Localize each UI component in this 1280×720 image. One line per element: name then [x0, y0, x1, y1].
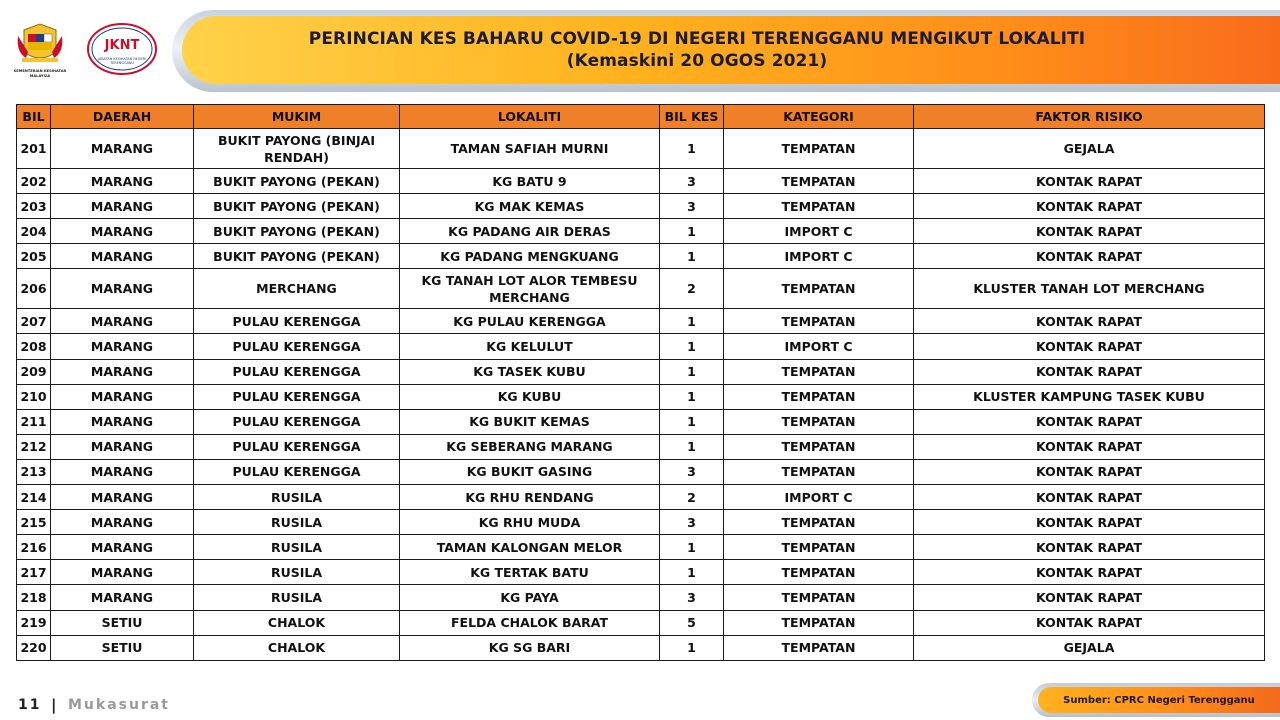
table-row — [17, 269, 1265, 309]
cell-kategori: TEMPATAN — [724, 510, 914, 535]
table-row — [17, 169, 1265, 194]
cell-mukim: BUKIT PAYONG (PEKAN) — [194, 194, 400, 219]
cell-bil-kes: 1 — [660, 635, 724, 660]
cell-lokaliti: KG PAYA — [400, 585, 660, 610]
cell-faktor-risiko: KONTAK RAPAT — [914, 560, 1265, 585]
column-header-bil: BIL — [17, 105, 51, 129]
table-row — [17, 359, 1265, 384]
cell-bil: 201 — [17, 129, 51, 169]
table-row — [17, 409, 1265, 434]
cell-bil: 215 — [17, 510, 51, 535]
cell-bil-kes: 3 — [660, 169, 724, 194]
cell-bil-kes: 3 — [660, 459, 724, 484]
column-header-lokaliti: LOKALITI — [400, 105, 660, 129]
cell-mukim: BUKIT PAYONG (PEKAN) — [194, 244, 400, 269]
cell-daerah: MARANG — [51, 384, 194, 409]
cell-daerah: MARANG — [51, 309, 194, 334]
cell-faktor-risiko: KONTAK RAPAT — [914, 334, 1265, 359]
cell-daerah: MARANG — [51, 485, 194, 510]
cell-kategori: TEMPATAN — [724, 194, 914, 219]
page-title: PERINCIAN KES BAHARU COVID-19 DI NEGERI TERENGGANU MENGIKUT LOKALITI — [308, 29, 1086, 49]
cell-daerah: MARANG — [51, 244, 194, 269]
cell-bil-kes: 3 — [660, 585, 724, 610]
cell-faktor-risiko: KONTAK RAPAT — [914, 585, 1265, 610]
jknt-logo — [86, 22, 158, 76]
cell-kategori: TEMPATAN — [724, 309, 914, 334]
table-header-row — [17, 105, 1265, 129]
cell-kategori: TEMPATAN — [724, 585, 914, 610]
cell-daerah: MARANG — [51, 535, 194, 560]
cell-faktor-risiko: KONTAK RAPAT — [914, 459, 1265, 484]
cell-bil: 213 — [17, 459, 51, 484]
cell-lokaliti: KG PULAU KERENGGA — [400, 309, 660, 334]
cell-bil-kes: 2 — [660, 269, 724, 309]
cell-bil-kes: 1 — [660, 244, 724, 269]
cell-faktor-risiko: KLUSTER KAMPUNG TASEK KUBU — [914, 384, 1265, 409]
page-number: 11 — [18, 697, 42, 713]
cell-mukim: RUSILA — [194, 485, 400, 510]
cell-faktor-risiko: KONTAK RAPAT — [914, 169, 1265, 194]
cell-bil-kes: 1 — [660, 129, 724, 169]
cell-bil-kes: 1 — [660, 384, 724, 409]
cell-faktor-risiko: KONTAK RAPAT — [914, 510, 1265, 535]
cell-kategori: TEMPATAN — [724, 434, 914, 459]
table-row — [17, 244, 1265, 269]
cell-daerah: MARANG — [51, 269, 194, 309]
cell-lokaliti: KG TASEK KUBU — [400, 359, 660, 384]
cell-bil: 218 — [17, 585, 51, 610]
cell-daerah: SETIU — [51, 635, 194, 660]
cell-bil: 210 — [17, 384, 51, 409]
cell-kategori: TEMPATAN — [724, 384, 914, 409]
cell-bil: 202 — [17, 169, 51, 194]
cell-bil: 216 — [17, 535, 51, 560]
cell-kategori: IMPORT C — [724, 244, 914, 269]
cell-mukim: RUSILA — [194, 510, 400, 535]
cell-faktor-risiko: GEJALA — [914, 635, 1265, 660]
cell-mukim: PULAU KERENGGA — [194, 309, 400, 334]
table-row — [17, 219, 1265, 244]
cell-lokaliti: KG BUKIT KEMAS — [400, 409, 660, 434]
svg-text:JABATAN KESIHATAN NEGERI: JABATAN KESIHATAN NEGERI — [97, 57, 147, 61]
cell-bil-kes: 1 — [660, 434, 724, 459]
cell-bil-kes: 1 — [660, 359, 724, 384]
cell-faktor-risiko: KONTAK RAPAT — [914, 309, 1265, 334]
cell-bil-kes: 1 — [660, 560, 724, 585]
cell-daerah: SETIU — [51, 610, 194, 635]
cell-bil-kes: 1 — [660, 535, 724, 560]
cell-daerah: MARANG — [51, 334, 194, 359]
cell-mukim: PULAU KERENGGA — [194, 359, 400, 384]
cell-kategori: TEMPATAN — [724, 409, 914, 434]
cell-mukim: BUKIT PAYONG (BINJAI RENDAH) — [194, 129, 400, 169]
cell-kategori: IMPORT C — [724, 485, 914, 510]
cell-lokaliti: KG RHU MUDA — [400, 510, 660, 535]
kkm-logo — [14, 22, 66, 84]
cell-mukim: PULAU KERENGGA — [194, 459, 400, 484]
cell-daerah: MARANG — [51, 219, 194, 244]
cell-bil-kes: 3 — [660, 194, 724, 219]
cell-bil: 214 — [17, 485, 51, 510]
svg-text:TERENGGANU: TERENGGANU — [110, 61, 134, 65]
cell-bil-kes: 1 — [660, 409, 724, 434]
cell-lokaliti: KG KUBU — [400, 384, 660, 409]
cell-lokaliti: KG RHU RENDANG — [400, 485, 660, 510]
table-row — [17, 485, 1265, 510]
cell-daerah: MARANG — [51, 434, 194, 459]
cell-bil-kes: 1 — [660, 219, 724, 244]
table-row — [17, 194, 1265, 219]
cell-kategori: TEMPATAN — [724, 359, 914, 384]
table-row — [17, 585, 1265, 610]
cell-mukim: PULAU KERENGGA — [194, 409, 400, 434]
svg-text:MALAYSIA: MALAYSIA — [29, 74, 51, 78]
cell-mukim: CHALOK — [194, 635, 400, 660]
cell-bil: 204 — [17, 219, 51, 244]
cell-daerah: MARANG — [51, 585, 194, 610]
table-row — [17, 434, 1265, 459]
cell-faktor-risiko: KONTAK RAPAT — [914, 434, 1265, 459]
table-row — [17, 334, 1265, 359]
cell-bil: 208 — [17, 334, 51, 359]
table-row — [17, 535, 1265, 560]
table-row — [17, 635, 1265, 660]
table-row — [17, 384, 1265, 409]
cell-lokaliti: KG MAK KEMAS — [400, 194, 660, 219]
cell-bil: 206 — [17, 269, 51, 309]
cell-kategori: TEMPATAN — [724, 269, 914, 309]
cell-kategori: TEMPATAN — [724, 610, 914, 635]
cell-daerah: MARANG — [51, 459, 194, 484]
cell-daerah: MARANG — [51, 510, 194, 535]
cell-faktor-risiko: KONTAK RAPAT — [914, 485, 1265, 510]
cell-faktor-risiko: KONTAK RAPAT — [914, 409, 1265, 434]
cell-bil-kes: 1 — [660, 309, 724, 334]
column-header-daerah: DAERAH — [51, 105, 194, 129]
cell-kategori: TEMPATAN — [724, 129, 914, 169]
cell-faktor-risiko: KONTAK RAPAT — [914, 535, 1265, 560]
cases-table — [16, 104, 1265, 661]
table-row — [17, 459, 1265, 484]
cell-mukim: RUSILA — [194, 560, 400, 585]
cell-lokaliti: KG KELULUT — [400, 334, 660, 359]
cell-faktor-risiko: KONTAK RAPAT — [914, 194, 1265, 219]
table-row — [17, 610, 1265, 635]
cell-bil-kes: 5 — [660, 610, 724, 635]
page-separator: | — [51, 696, 57, 714]
cell-lokaliti: KG TERTAK BATU — [400, 560, 660, 585]
cell-bil: 203 — [17, 194, 51, 219]
cell-daerah: MARANG — [51, 129, 194, 169]
cell-kategori: TEMPATAN — [724, 459, 914, 484]
cell-faktor-risiko: KONTAK RAPAT — [914, 359, 1265, 384]
table-row — [17, 309, 1265, 334]
table-row — [17, 129, 1265, 169]
cell-mukim: BUKIT PAYONG (PEKAN) — [194, 169, 400, 194]
cell-daerah: MARANG — [51, 560, 194, 585]
cell-lokaliti: KG SEBERANG MARANG — [400, 434, 660, 459]
cell-mukim: PULAU KERENGGA — [194, 384, 400, 409]
cell-daerah: MARANG — [51, 409, 194, 434]
table-row — [17, 510, 1265, 535]
cell-daerah: MARANG — [51, 359, 194, 384]
cell-faktor-risiko: GEJALA — [914, 129, 1265, 169]
cell-kategori: TEMPATAN — [724, 535, 914, 560]
cell-daerah: MARANG — [51, 169, 194, 194]
cell-kategori: IMPORT C — [724, 219, 914, 244]
cell-lokaliti: FELDA CHALOK BARAT — [400, 610, 660, 635]
cell-lokaliti: KG TANAH LOT ALOR TEMBESU MERCHANG — [400, 269, 660, 309]
cell-bil-kes: 3 — [660, 510, 724, 535]
cell-lokaliti: KG BUKIT GASING — [400, 459, 660, 484]
cell-kategori: TEMPATAN — [724, 169, 914, 194]
page-label: Mukasurat — [68, 697, 170, 713]
cell-bil: 219 — [17, 610, 51, 635]
cell-mukim: CHALOK — [194, 610, 400, 635]
jknt-text: JKNT — [104, 38, 140, 53]
cell-lokaliti: TAMAN SAFIAH MURNI — [400, 129, 660, 169]
column-header-kategori: KATEGORI — [724, 105, 914, 129]
cell-lokaliti: KG PADANG MENGKUANG — [400, 244, 660, 269]
cell-faktor-risiko: KONTAK RAPAT — [914, 219, 1265, 244]
cell-kategori: IMPORT C — [724, 334, 914, 359]
cell-mukim: PULAU KERENGGA — [194, 334, 400, 359]
cell-bil-kes: 1 — [660, 334, 724, 359]
cell-faktor-risiko: KONTAK RAPAT — [914, 244, 1265, 269]
cell-bil: 212 — [17, 434, 51, 459]
source-badge: Sumber: CPRC Negeri Terengganu — [1038, 687, 1280, 713]
cell-mukim: BUKIT PAYONG (PEKAN) — [194, 219, 400, 244]
cell-bil: 211 — [17, 409, 51, 434]
cell-faktor-risiko: KLUSTER TANAH LOT MERCHANG — [914, 269, 1265, 309]
title-banner — [182, 16, 1280, 84]
cell-lokaliti: KG BATU 9 — [400, 169, 660, 194]
column-header-mukim: MUKIM — [194, 105, 400, 129]
cell-mukim: RUSILA — [194, 535, 400, 560]
cell-lokaliti: TAMAN KALONGAN MELOR — [400, 535, 660, 560]
cell-bil: 205 — [17, 244, 51, 269]
cell-kategori: TEMPATAN — [724, 560, 914, 585]
cell-mukim: PULAU KERENGGA — [194, 434, 400, 459]
cell-bil: 220 — [17, 635, 51, 660]
cell-bil-kes: 2 — [660, 485, 724, 510]
column-header-bil-kes: BIL KES — [660, 105, 724, 129]
cell-mukim: RUSILA — [194, 585, 400, 610]
cell-kategori: TEMPATAN — [724, 635, 914, 660]
column-header-faktor-risiko: FAKTOR RISIKO — [914, 105, 1265, 129]
cell-lokaliti: KG SG BARI — [400, 635, 660, 660]
cell-daerah: MARANG — [51, 194, 194, 219]
cell-bil: 217 — [17, 560, 51, 585]
cell-faktor-risiko: KONTAK RAPAT — [914, 610, 1265, 635]
cell-bil: 209 — [17, 359, 51, 384]
cell-mukim: MERCHANG — [194, 269, 400, 309]
cell-lokaliti: KG PADANG AIR DERAS — [400, 219, 660, 244]
page-subtitle: (Kemaskini 20 OGOS 2021) — [566, 51, 828, 71]
cell-bil: 207 — [17, 309, 51, 334]
table-row — [17, 560, 1265, 585]
kkm-caption: KEMENTERIAN KESIHATAN — [14, 69, 66, 73]
